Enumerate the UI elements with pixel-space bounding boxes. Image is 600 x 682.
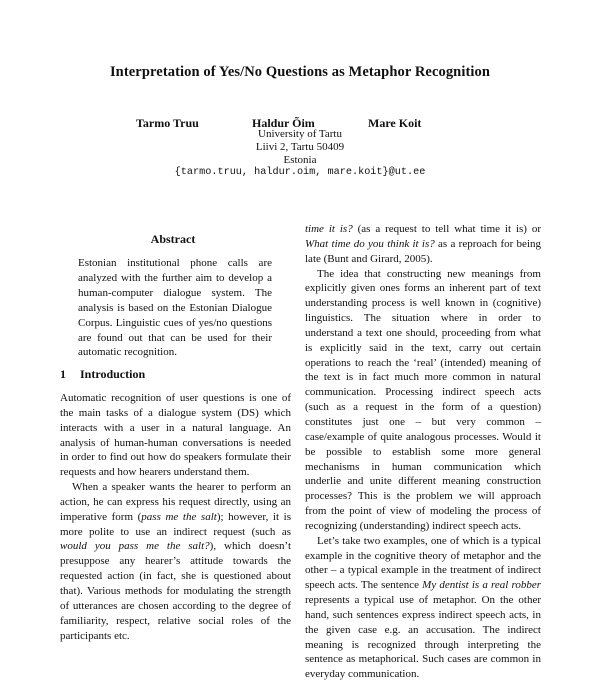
paragraph: The idea that constructing new meanings from explicitly given ones forms an inherent part of text understanding process is well known in (cognitive) linguistics. The situation where in order to understand a text one should, proceeding from what is explicitly said in the text, carry out certain operations to reach the ‘real’ (intended) meaning of the text is in fact much more common in natural communication. Processing indirect speech acts (such as a request in the form of a question) constitutes just one – but very common – case/example of quite analogous processes. Would it be possible to establish some more general mechanisms in human communication which underlie and unite different meaning construction processes? This is the problem we will approach from the point of view of modeling the process of recognizing (understanding) indirect speech acts.	[305, 267, 541, 532]
abstract-heading: Abstract	[150, 232, 196, 246]
section-number: 1	[60, 367, 66, 381]
example-phrase: would you pass me the salt?	[60, 540, 210, 553]
example-phrase: pass me the salt	[141, 510, 217, 523]
paragraph: Automatic recognition of user questions is one of the main tasks of a dialogue system (DS) which interacts with a user in a natural language. An analysis of human-human conversations is needed in order to find out how do speakers formulate their requests and how hearers understand them.	[60, 392, 291, 479]
example-phrase: time it is?	[305, 223, 353, 235]
example-phrase: My dentist is a real robber	[422, 579, 541, 592]
author-emails: {tarmo.truu, haldur.oim, mare.koit}@ut.ee	[174, 167, 426, 178]
left-column-body	[60, 391, 291, 643]
paragraph: When a speaker wants the hearer to perform an action, he can express his request directly, using an imperative form (pass me the salt); however, it is more polite to use an indirect request (such as would you pass me the salt?), which doesn’t presuppose any hearer’s attitude towards the requested action (in fact, she is questioned about that). Various methods for modulating the strength of utterances are chosen according to the degree of familiarity, respect, relative social roles of the participants etc.	[60, 481, 291, 642]
example-phrase: What time do you think it is?	[305, 237, 435, 250]
paper-title: Interpretation of Yes/No Questions as Metaphor Recognition	[109, 64, 491, 80]
affiliation-country: Estonia	[283, 154, 317, 166]
affiliation-address: Liivi 2, Tartu 50409	[255, 141, 345, 153]
section-title: Introduction	[80, 367, 146, 381]
author-name: Haldur Õim	[252, 116, 315, 130]
affiliation-institution: University of Tartu	[258, 128, 342, 140]
author-name: Mare Koit	[368, 116, 422, 130]
section-heading	[60, 367, 145, 382]
paragraph: time it is? (as a request to tell what time it is) or What time do you think it is? as a reproach for being late (Bunt and Girard, 2005).	[305, 223, 542, 265]
author-name: Tarmo Truu	[136, 116, 199, 130]
paragraph: Let’s take two examples, one of which is a typical example in the cognitive theory of metaphor and the other – a typical example in the treatment of indirect speech acts. The sentence My dentist is a real robber represents a typical use of metaphor. On the other hand, such sentences express indirect speech acts, in the given case e.g. an accusation. The indirect meaning is recognized through interpreting the sentence as metaphorical. Such cases are common in everyday communication.	[305, 534, 541, 681]
right-column-body	[305, 222, 541, 682]
abstract-text: Estonian institutional phone calls are analyzed with the further aim to develop a human-computer dialogue system. The analysis is based on the Estonian Dialogue Corpus. Linguistic cues of yes/no questions are found out that can be used for their automatic recognition.	[78, 257, 272, 359]
